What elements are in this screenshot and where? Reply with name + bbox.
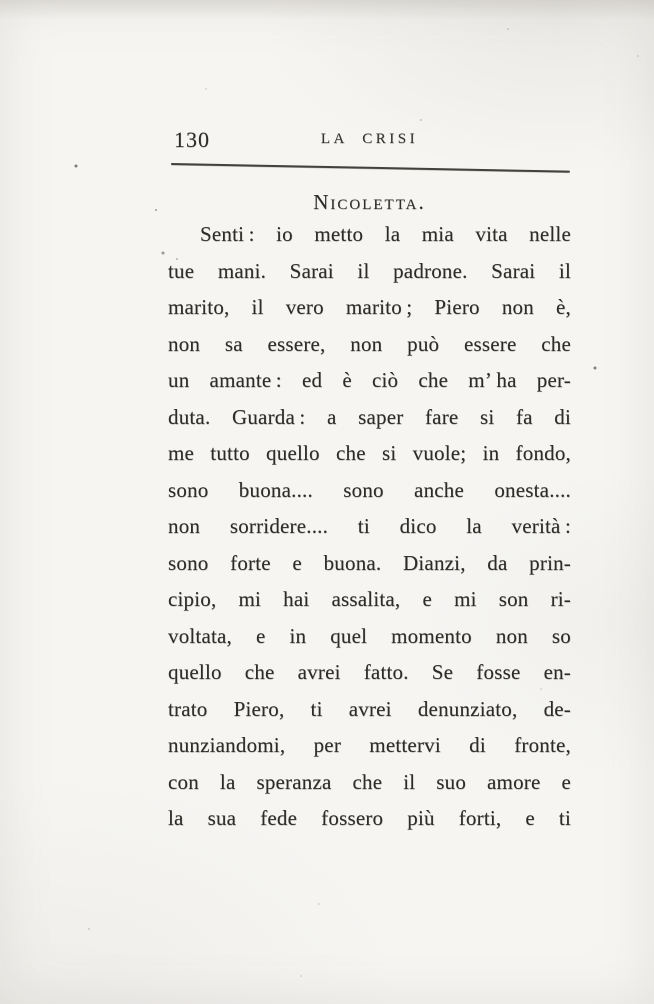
page-number: 130 <box>174 127 210 152</box>
text-line: trato Piero, ti avrei denunziato, de- <box>168 696 571 721</box>
text-line: me tutto quello che si vuole; in fondo, <box>168 441 571 465</box>
dialogue-paragraph <box>168 216 571 837</box>
text-line: duta. Guarda : a saper fare si fa di <box>168 404 571 429</box>
text-line: Senti : io metto la mia vita nelle <box>200 222 571 246</box>
text-line: cipio, mi hai assalita, e mi son ri- <box>168 587 571 611</box>
text-line: non sa essere, non può essere che <box>168 331 571 356</box>
text-line: voltata, e in quel momento non so <box>168 623 571 648</box>
text-line: non sorridere.... ti dico la verità : <box>168 514 571 538</box>
text-line: tue mani. Sarai il padrone. Sarai il <box>168 258 571 283</box>
text-line: un amante : ed è ciò che m’ ha per- <box>168 368 571 392</box>
running-title: LA CRISI <box>320 131 419 147</box>
text-line: nunziandomi, per mettervi di fronte, <box>168 733 571 757</box>
scan-dust-specks <box>0 0 2 2</box>
speaker-heading: Nicoletta. <box>313 190 426 214</box>
text-line: sono forte e buona. Dianzi, da prin- <box>168 550 571 575</box>
header-rule <box>171 163 570 173</box>
text-line: quello che avrei fatto. Se fosse en- <box>168 660 571 684</box>
text-line: la sua fede fossero più forti, e ti <box>168 806 571 830</box>
text-line: con la speranza che il suo amore e <box>168 769 571 794</box>
text-line: marito, il vero marito ; Piero non è, <box>168 295 571 319</box>
text-line: sono buona.... sono anche onesta.... <box>168 477 571 502</box>
